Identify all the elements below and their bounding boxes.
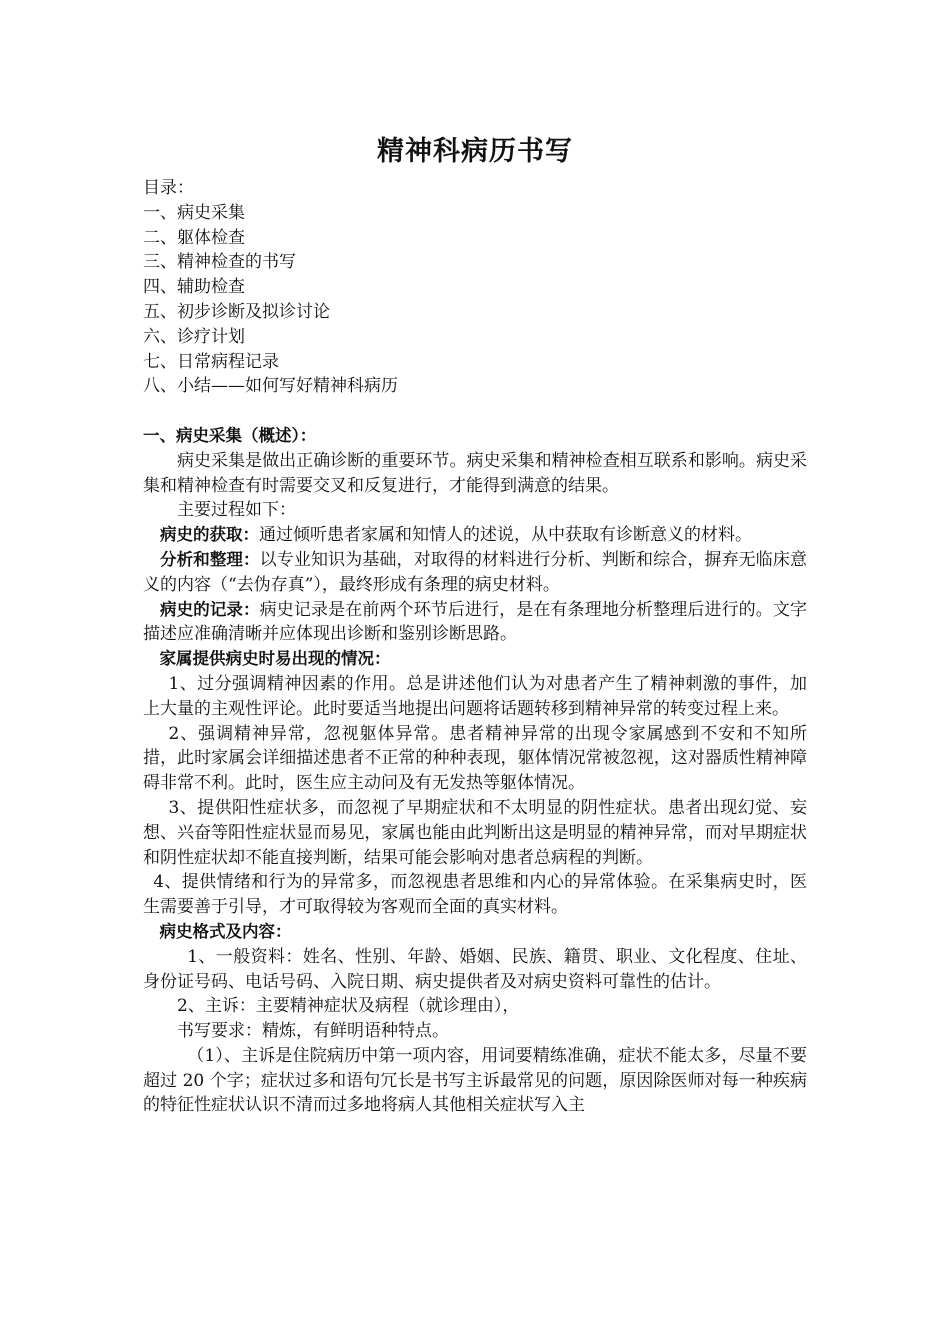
- step-paragraph: [143, 548, 807, 598]
- intro-paragraph: 病史采集是做出正确诊断的重要环节。病史采集和精神检查相互联系和影响。病史采集和精神检查有时需要交叉和反复进行，才能得到满意的结果。: [143, 450, 807, 496]
- toc-item: 二、躯体检查: [143, 227, 245, 248]
- step-label: 分析和整理：: [160, 549, 260, 569]
- family-item: 4、提供情绪和行为的异常多，而忽视患者思维和内心的异常体验。在采集病史时，医生需要善于引导，才可取得较为客观而全面的真实材料。: [143, 872, 807, 918]
- toc-item: 六、诊疗计划: [143, 326, 245, 347]
- process-label: 主要过程如下：: [177, 500, 296, 521]
- step-paragraph: [143, 598, 807, 648]
- document-body: [143, 176, 807, 1118]
- format-item: 书写要求：精炼，有鲜明语种特点。: [177, 1021, 449, 1042]
- toc-item: 五、初步诊断及拟诊讨论: [143, 301, 330, 322]
- table-of-contents: [143, 176, 807, 399]
- step-paragraph: [143, 523, 807, 548]
- toc-item: 一、病史采集: [143, 202, 245, 223]
- toc-item: 三、精神检查的书写: [143, 252, 296, 273]
- format-heading: 病史格式及内容：: [159, 921, 292, 941]
- step-label: 病史的记录：: [160, 599, 260, 619]
- spacer: [143, 399, 807, 424]
- family-item: 3、提供阳性症状多，而忽视了早期症状和不太明显的阴性症状。患者出现幻觉、妄想、兴奋等阳性症状显而易见，家属也能由此判断出这是明显的精神异常，而对早期症状和阴性症状却不能直接判断，结果可能会影响对患者总病程的判断。: [143, 797, 807, 868]
- step-text: 病史记录是在前两个环节后进行，是在有条理地分析整理后进行的。文字描述应准确清晰并应体现出诊断和鉴别诊断思路。: [143, 599, 808, 645]
- toc-item: 四、辅助检查: [143, 277, 245, 298]
- step-text: 通过倾听患者家属和知情人的述说，从中获取有诊断意义的材料。: [259, 525, 752, 546]
- step-text: 以专业知识为基础，对取得的材料进行分析、判断和综合，摒弃无临床意义的内容（“去伪存真”），最终形成有条理的病史材料。: [143, 549, 808, 595]
- toc-item: 八、小结——如何写好精神科病历: [143, 376, 398, 397]
- family-item: 1、过分强调精神因素的作用。总是讲述他们认为对患者产生了精神刺激的事件，加上大量的主观性评论。此时要适当地提出问题将话题转移到精神异常的转变过程上来。: [143, 673, 807, 719]
- format-item: （1）、主诉是住院病历中第一项内容，用词要精练准确，症状不能太多，尽量不要超过 20 个字；症状过多和语句冗长是书写主诉最常见的问题，原因除医师对每一种疾病的特征性症状认识不清而过多地将病人其他相关症状写入主: [143, 1045, 807, 1116]
- section-heading: 一、病史采集（概述）：: [143, 425, 317, 445]
- document-title: 精神科病历书写: [377, 136, 573, 167]
- step-label: 病史的获取：: [160, 525, 259, 545]
- family-heading: 家属提供病史时易出现的情况：: [159, 649, 391, 669]
- family-item: 2、强调精神异常，忽视躯体异常。患者精神异常的出现令家属感到不安和不知所措，此时家属会详细描述患者不正常的种种表现，躯体情况常被忽视，这对器质性精神障碍非常不利。此时，医生应主动问及有无发热等躯体情况。: [143, 723, 807, 794]
- format-item: 1、一般资料：姓名、性别、年龄、婚姻、民族、籍贯、职业、文化程度、住址、身份证号码、电话号码、入院日期、病史提供者及对病史资料可靠性的估计。: [143, 946, 807, 992]
- toc-heading: 目录：: [143, 178, 194, 198]
- toc-item: 七、日常病程记录: [143, 351, 279, 372]
- format-item: 2、主诉：主要精神症状及病程（就诊理由），: [177, 996, 520, 1017]
